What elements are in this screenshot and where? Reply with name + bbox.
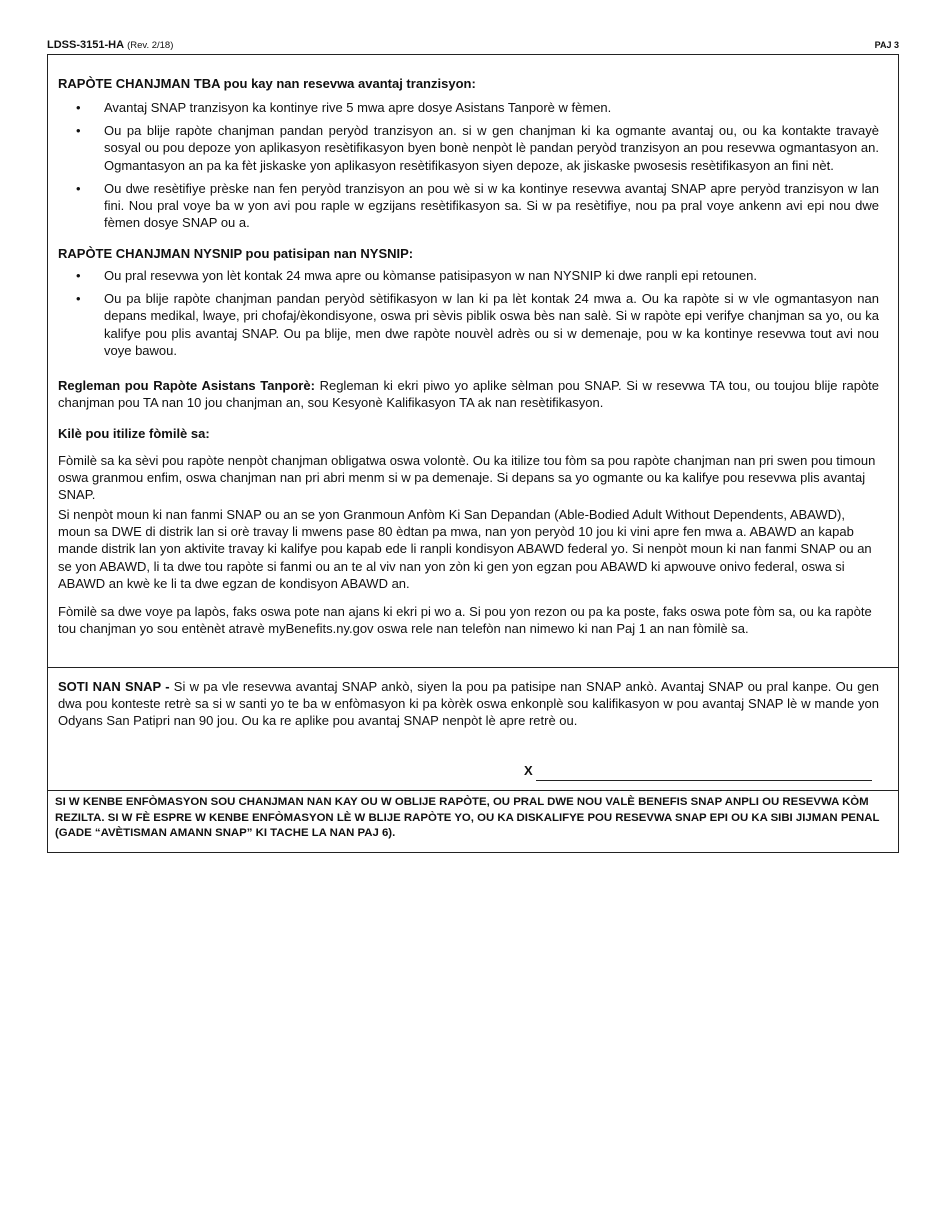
- exit-snap-section: [47, 667, 899, 790]
- signature-mark: X: [524, 763, 533, 778]
- list-item: • Ou pa blije rapòte chanjman pandan peryòd tranzisyon an. si w gen chanjman ki ka ogmante avantaj ou, ou ka kontakte travayè sosyal ou pou depoze yon aplikasyon resètifikasyon byen bonè nenpòt lè pandan peryòd tranzisyon an pou resevwa ogmantasyon an. Ogmantasyon an pa ka fèt jiskaske yon aplikasyon resètifikasyon siyen depoze, ak jiskaske pwosesis resètifikasyon an fini nèt.: [76, 123, 879, 173]
- bullet-icon: •: [76, 100, 81, 115]
- ta-rules-label: Regleman pou Rapòte Asistans Tanporè:: [58, 378, 315, 393]
- form-revision: (Rev. 2/18): [127, 40, 174, 51]
- ta-rules-paragraph: Regleman pou Rapòte Asistans Tanporè: Regleman ki ekri piwo yo aplike sèlman pou SNAP. Si w resevwa TA tou, ou toujou blije rapòte chanjman pou TA nan 10 jou chanjman an, sou Kesyonè Kalifikasyon TA ak nan resètifikasyon.: [58, 378, 879, 411]
- page-number: PAJ 3: [874, 40, 899, 50]
- abawd-paragraph: Si nenpòt moun ki nan fanmi SNAP ou an se yon Granmoun Anfòm Ki San Depandan (Able-Bodied Adult Without Dependents, ABAWD), moun sa DWE di distrik lan si orè travay li mwens pase 80 èdtan pa mwa, nan yon peryòd 10 jou ki vini apre fen mwa a. ABAWD an kapab mande distrik lan yon aktivite travay ki kalifye pou kapab ede li ranpli kondisyon ABAWD federal yo. Si nenpòt moun ki nan fanmi SNAP ou an se yon ABAWD, li ta dwe tou rapòte si fanmi ou an te al viv nan yon zòn ki gen yon egzan pou ABAWD ki apwouve onivo federal, oswa si ABAWD an kwè ke li ta dwe egzan de kondisyon ABAWD an.: [58, 507, 872, 591]
- when-to-use-paragraph-1: Fòmilè sa ka sèvi pou rapòte nenpòt chanjman obligatwa oswa volontè. Ou ka itilize tou fòm sa pou rapòte chanjman nan pri swen pou timoun oswa granmou enfim, oswa chanjman nan pri abri menm si w pa demenaje. Si depans sa yo ogmante ou ka kalifye pou resevwa plis avantaj SNAP.: [58, 453, 876, 503]
- nysnip-bullet-list: [58, 267, 879, 359]
- submission-paragraph: Fòmilè sa dwe voye pa lapòs, faks oswa pote nan ajans ki ekri pi wo a. Si pou yon rezon ou pa ka poste, faks oswa pote fòm sa, ou ka rapòte tou chanjman yo sou entènèt atravè myBenefits.ny.gov oswa rele nan telefòn nan nimewo ki nan Paj 1 an nan fòmilè sa.: [58, 604, 872, 637]
- exit-snap-label: SOTI NAN SNAP -: [58, 679, 170, 694]
- exit-snap-paragraph: SOTI NAN SNAP - Si w pa vle resevwa avantaj SNAP ankò, siyen la pou pa patisipe nan SNAP ankò. Avantaj SNAP ou pral kanpe. Ou gen dwa pou konteste retrè sa si w santi yo te ba w enfòmasyon ki pa kòrèk oswa enkonplè sou kalifikasyon w pou avantaj SNAP lè w mande yon Odyans San Patipri nan 90 jou. Ou ka re aplike pou avantaj SNAP nenpòt lè apre retrè ou.: [58, 679, 879, 729]
- list-item: • Ou pral resevwa yon lèt kontak 24 mwa apre ou kòmanse patisipasyon w nan NYSNIP ki dwe ranpli epi retounen.: [76, 268, 758, 283]
- signature-line[interactable]: [536, 780, 872, 781]
- list-item: • Ou dwe resètifiye prèske nan fen peryòd tranzisyon an pou wè si w ka kontinye resevwa avantaj SNAP apre peryòd tranzisyon w lan fini. Nou pral voye ba w yon avi pou raple w egzijans resètifikasyon sa. Si w pa resètifiye, nou pa pral voye ankenn avi epi nou dwe fèmen dosye SNAP ou a.: [76, 180, 879, 231]
- list-item: • Ou pa blije rapòte chanjman pandan peryòd sètifikasyon w lan ki pa lèt kontak 24 mwa a. Ou ka rapòte si w vle ogmantasyon nan depans medikal, lwaye, pri chofaj/èkondisyone, oswa pri sèvis piblik oswa bès nan salè. Si w rapòte epi verifye chanjman sa yo, ou ka kalifye pou plis avantaj SNAP. Ou pa blije, men dwe rapòte nouvèl adrès ou si w demenaje, pou w ka kontinye resevwa tout avi nou voye bawou.: [76, 291, 879, 358]
- reporting-rules-section: [47, 54, 899, 668]
- form-header: [47, 39, 899, 53]
- bullet-icon: •: [76, 123, 81, 139]
- tba-bullet-list: [58, 99, 879, 231]
- bullet-icon: •: [76, 291, 81, 307]
- tba-heading: RAPÒTE CHANJMAN TBA pou kay nan resevwa avantaj tranzisyon:: [58, 76, 476, 91]
- bullet-icon: •: [76, 180, 81, 196]
- list-item: • Avantaj SNAP tranzisyon ka kontinye rive 5 mwa apre dosye Asistans Tanporè w fèmen.: [76, 100, 612, 115]
- warning-text: SI W KENBE ENFÒMASYON SOU CHANJMAN NAN KAY OU W OBLIJE RAPÒTE, OU PRAL DWE NOU VALÈ BENEFIS SNAP ANPLI OU RESEVWA KÒM REZILTA. SI W FÈ ESPRE W KENBE ENFÒMASYON LÈ W BLIJE RAPÒTE YO, OU KA DISKALIFYE POU RESEVWA SNAP EPI OU KA SIBI JIJMAN PENAL (GADE “AVÈTISMAN AMANN SNAP” KI TACHE LA NAN PAJ 6).: [55, 796, 880, 840]
- nysnip-heading: RAPÒTE CHANJMAN NYSNIP pou patisipan nan NYSNIP:: [58, 246, 414, 261]
- warning-section: [47, 790, 899, 853]
- form-code: LDSS-3151-HA: [47, 39, 125, 51]
- bullet-icon: •: [76, 268, 81, 283]
- when-to-use-heading: Kilè pou itilize fòmilè sa:: [58, 426, 210, 441]
